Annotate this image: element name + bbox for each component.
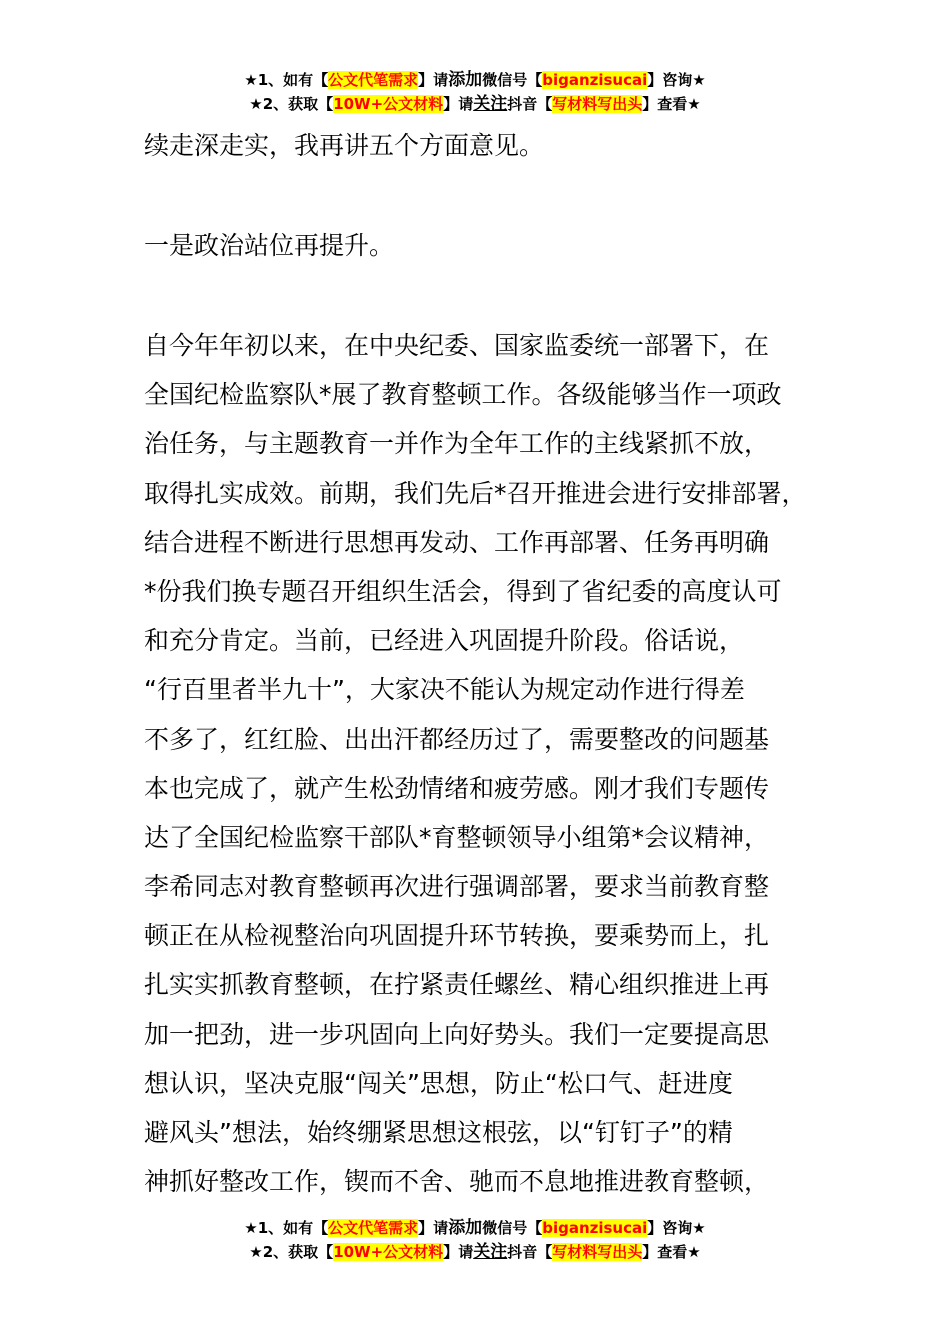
promo-text: 微信号【 [482, 1219, 543, 1237]
promo-line-1 [0, 68, 950, 92]
promo-text: 】咨询★ [647, 71, 706, 89]
section-heading: 一是政治站位再提升。 [144, 231, 395, 260]
promo-highlight: biganzisucai [542, 1219, 648, 1237]
text-line: 和充分肯定。当前，已经进入巩固提升阶段。俗话说， [144, 626, 745, 656]
promo-highlight: 10W+公文材料 [333, 95, 444, 113]
promo-text: 抖音【 [507, 1243, 553, 1261]
promo-text: 】请 [418, 1219, 449, 1237]
text-line: 达了全国纪检监察干部队*育整顿领导小组第*会议精神， [144, 822, 770, 852]
promo-text: 】咨询★ [647, 1219, 706, 1237]
text-line: 取得扎实成效。前期，我们先后*召开推进会进行安排部署， [144, 478, 807, 508]
text-line: 全国纪检监察队*展了教育整顿工作。各级能够当作一项政 [144, 380, 782, 410]
promo-highlight: 写材料写出头 [552, 95, 643, 113]
body-paragraph: 续走深走实，我再讲五个方面意见。 [144, 131, 545, 160]
text-line: 李希同志对教育整顿再次进行强调部署，要求当前教育整 [144, 872, 770, 902]
promo-text: 】请 [418, 71, 449, 89]
text-line: *份我们换专题召开组织生活会，得到了省纪委的高度认可 [144, 576, 782, 606]
text-line: 避风头”想法，始终绷紧思想这根弦，以“钉钉子”的精 [144, 1118, 733, 1147]
text-line: 自今年年初以来，在中央纪委、国家监委统一部署下，在 [144, 331, 770, 360]
promo-text: 】请 [443, 1243, 474, 1261]
footer-promo-banner [0, 1216, 950, 1264]
promo-line-2 [0, 1240, 950, 1264]
promo-text: ★1、如有【 [244, 1219, 329, 1237]
text-line: 本也完成了，就产生松劲情绪和疲劳感。刚才我们专题传 [144, 773, 770, 803]
promo-text: ★2、获取【 [249, 95, 334, 113]
promo-highlight: 公文代笔需求 [328, 71, 419, 89]
promo-text: 】查看★ [642, 95, 701, 113]
promo-highlight: 公文代笔需求 [328, 1219, 419, 1237]
promo-text: 】查看★ [642, 1243, 701, 1261]
promo-text: ★2、获取【 [249, 1243, 334, 1261]
text-line: 想认识，坚决克服“闯关”思想，防止“松口气、赶进度 [144, 1068, 733, 1098]
text-line: 神抓好整改工作，锲而不舍、驰而不息地推进教育整顿， [144, 1167, 770, 1197]
promo-highlight: biganzisucai [542, 71, 648, 89]
promo-line-2 [0, 92, 950, 116]
promo-text: 】请 [443, 95, 474, 113]
promo-highlight: 写材料写出头 [552, 1243, 643, 1261]
text-line: “行百里者半九十”，大家决不能认为规定动作进行得差 [144, 675, 745, 705]
text-line: 顿正在从检视整治向巩固提升环节转换，要乘势而上，扎 [144, 921, 770, 951]
text-line: 不多了，红红脸、出出汗都经历过了，需要整改的问题基 [144, 724, 770, 754]
promo-emphasis: 关注 [473, 1242, 508, 1262]
promo-text: 微信号【 [482, 71, 543, 89]
header-promo-banner [0, 68, 950, 116]
promo-emphasis: 添加 [448, 70, 483, 90]
text-line: 治任务，与主题教育一并作为全年工作的主线紧抓不放， [144, 429, 770, 459]
promo-text: ★1、如有【 [244, 71, 329, 89]
promo-line-1 [0, 1216, 950, 1240]
promo-text: 抖音【 [507, 95, 553, 113]
promo-emphasis: 添加 [448, 1218, 483, 1238]
promo-highlight: 10W+公文材料 [333, 1243, 444, 1261]
text-line: 结合进程不断进行思想再发动、工作再部署、任务再明确 [144, 527, 770, 557]
promo-emphasis: 关注 [473, 94, 508, 114]
text-line: 扎实实抓教育整顿，在拧紧责任螺丝、精心组织推进上再 [144, 970, 770, 1000]
text-line: 加一把劲，进一步巩固向上向好势头。我们一定要提高思 [144, 1019, 770, 1049]
body-paragraph [144, 321, 844, 1206]
